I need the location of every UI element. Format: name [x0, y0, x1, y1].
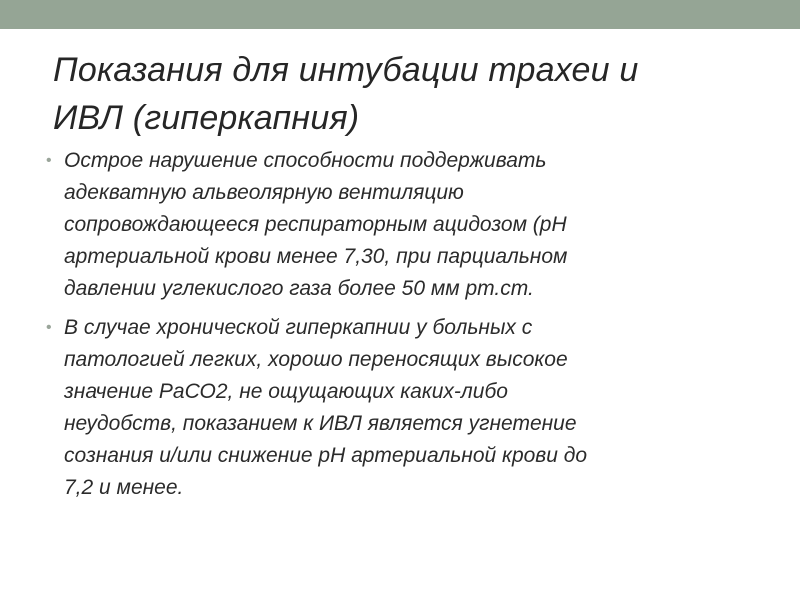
text-line: неудобств, показанием к ИВЛ является угнетение: [64, 412, 577, 435]
bullet-icon: •: [46, 152, 52, 169]
bullet-text: [64, 145, 774, 305]
title-line: Показания для интубации трахеи и: [53, 51, 639, 89]
text-line: адекватную альвеолярную вентиляцию: [64, 181, 464, 204]
text-line: патологией легких, хорошо переносящих высокое: [64, 348, 568, 371]
bullet-item: [44, 312, 774, 504]
text-line: Острое нарушение способности поддерживать: [64, 149, 547, 172]
header-band: [0, 0, 800, 29]
text-line: сопровождающееся респираторным ацидозом (рН: [64, 213, 567, 236]
bullet-list: [44, 145, 774, 511]
text-line: давлении углекислого газа более 50 мм рт.ст.: [64, 277, 534, 300]
bullet-item: [44, 145, 774, 305]
bullet-icon: •: [46, 319, 52, 336]
bullet-text: [64, 312, 774, 504]
text-line: 7,2 и менее.: [64, 476, 184, 499]
text-line: артериальной крови менее 7,30, при парциальном: [64, 245, 568, 268]
slide-title: [53, 46, 773, 142]
text-line: сознания и/или снижение рН артериальной крови до: [64, 444, 588, 467]
text-line: значение РаСО2, не ощущающих каких-либо: [64, 380, 508, 403]
text-line: В случае хронической гиперкапнии у больных с: [64, 316, 533, 339]
title-line: ИВЛ (гиперкапния): [53, 99, 360, 137]
